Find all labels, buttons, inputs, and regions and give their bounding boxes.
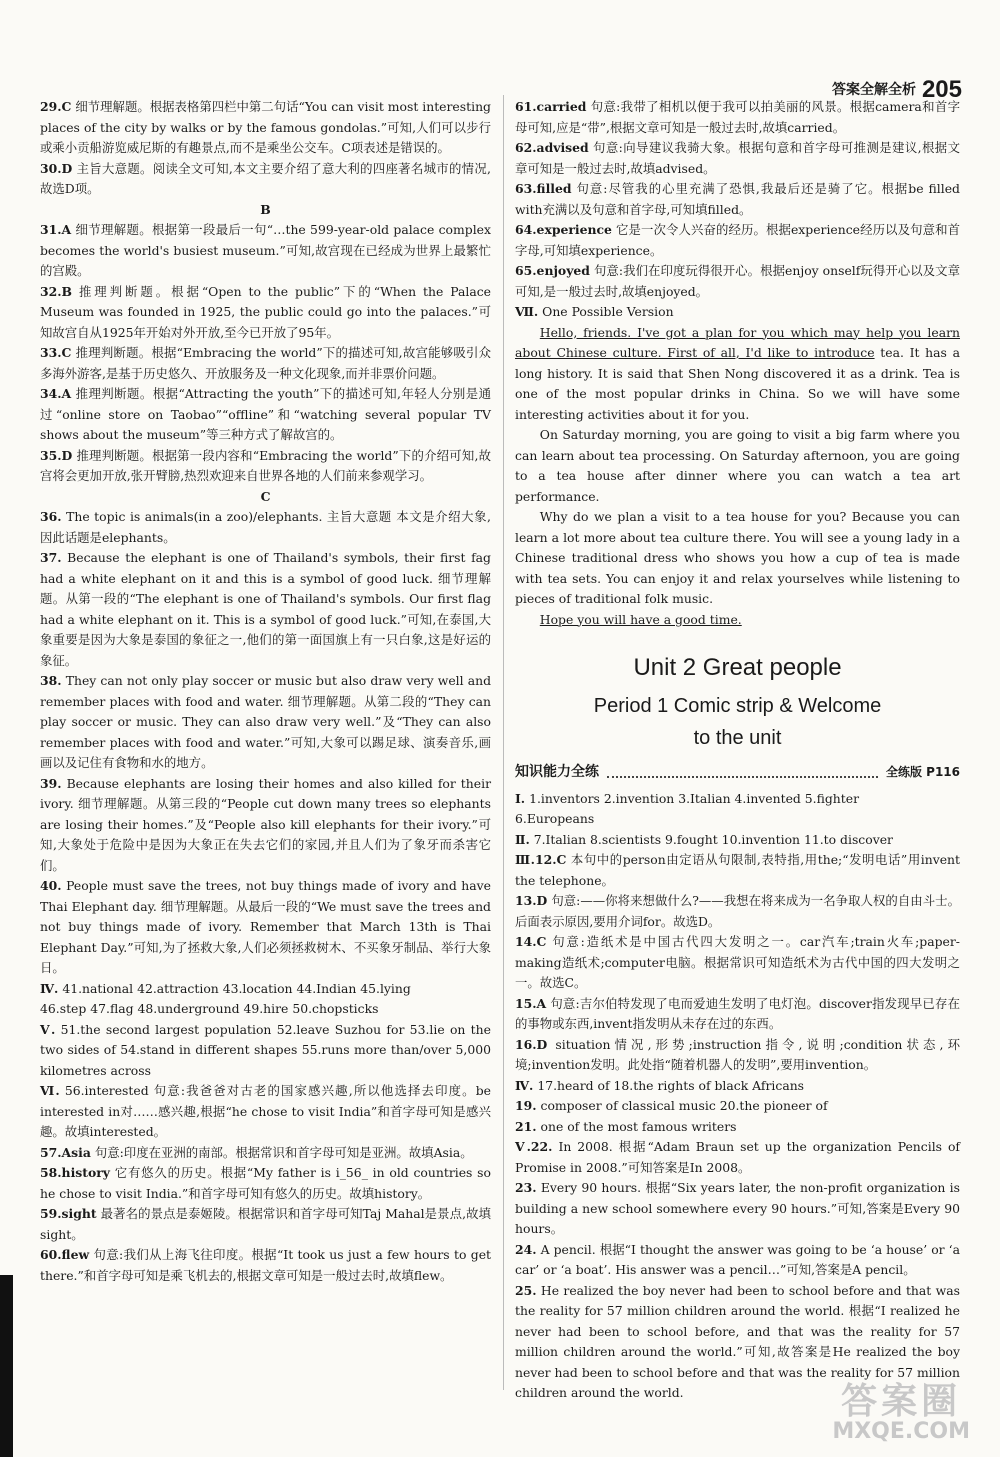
- answer-item: [515, 1178, 960, 1240]
- answer-text: 它是一次令人兴奋的经历。根据experience经历以及句意和首字母,可知填experience。: [515, 222, 960, 258]
- answer-number: 34.A: [40, 386, 72, 401]
- answer-item: [515, 932, 960, 994]
- answer-text: 句意:我带了相机以便于我可以拍美丽的风景。根据camera和首字母可知,应是“带”,根据文章可知是一般过去时,故填carried。: [515, 99, 960, 135]
- answer-item: [515, 179, 960, 220]
- answer-number: 63.filled: [515, 181, 572, 196]
- answer-text: 它有悠久的历史。根据“My father is i_56_ in old countries so he chose to visit India.”和首字母可知有悠久的历史。故填history。: [40, 1165, 491, 1201]
- essay-closing: [515, 610, 960, 631]
- answer-number: 15.A: [515, 995, 547, 1011]
- column-divider: [503, 95, 504, 1390]
- answer-item: [40, 220, 491, 282]
- answer-number: 38.: [40, 673, 62, 688]
- answer-item: [40, 1143, 491, 1164]
- answer-number: 16.D: [515, 1036, 548, 1052]
- answer-number: 60.flew: [40, 1247, 90, 1262]
- answer-item: [40, 979, 491, 1000]
- answer-text: 7.Italian 8.scientists 9.fought 10.invention 11.to discover: [533, 831, 893, 847]
- answer-text: 17.heard of 18.the rights of black Africans: [537, 1077, 805, 1093]
- answer-item: [40, 1163, 491, 1204]
- answer-text: 句意:吉尔伯特发现了电而爱迪生发明了电灯泡。discover指发现早已存在的事物或东西,invent指发明从未存在过的东西。: [515, 995, 960, 1031]
- page-number: 205: [921, 76, 962, 103]
- answer-number: 59.sight: [40, 1206, 97, 1221]
- answer-item: [40, 548, 491, 671]
- answer-line: 46.step 47.flag 48.underground 49.hire 50.chopsticks: [40, 1001, 379, 1016]
- answer-text: 最著名的景点是泰姬陵。根据常识和首字母可知Taj Mahal是景点,故填sight。: [40, 1206, 491, 1242]
- answer-text: Every 90 hours. 根据“Six years later, the non-profit organization is building a new school somewhere every 90 hours.”可知,答案是Every 90 hours。: [515, 1180, 960, 1236]
- answer-item: [515, 1096, 960, 1117]
- answer-item: [40, 1245, 491, 1286]
- answer-number: 57.Asia: [40, 1144, 91, 1160]
- answer-item: [40, 1081, 491, 1143]
- answer-number: 39.: [40, 775, 62, 791]
- section-label: 知识能力全练: [515, 764, 599, 780]
- period-title: Period 1 Comic strip & Welcome: [593, 695, 882, 717]
- answer-text: 推理判断题。根据“Open to the public”下的“When the Palace Museum was founded in 1925, the public could go into the palaces.”可知故宫自从1925年开始对外开放,至今已开放了95年。: [40, 283, 491, 340]
- dotted-leader: [607, 766, 878, 778]
- answer-text: composer of classical music 20.the pioneer of: [540, 1098, 828, 1113]
- section-heading: [515, 762, 960, 783]
- answer-number: 23.: [515, 1180, 537, 1195]
- answer-text: situation情况,形势;instruction指令,说明;condition状态,环境;invention发明。此处指“随着机器人的发明”,要用invention。: [515, 1036, 960, 1072]
- header-title: 答案全解全析: [831, 82, 916, 98]
- essay-underlined: Hello, friends. I've got a plan for you which may help you learn about Chinese culture. First of all, I'd like to introduce: [515, 324, 960, 360]
- period-title: to the unit: [693, 727, 782, 749]
- unit-title: Unit 2 Great people: [633, 654, 842, 681]
- answer-number: 19.: [515, 1098, 537, 1113]
- watermark: [832, 1382, 970, 1443]
- answer-item: [515, 1240, 960, 1281]
- answer-text: 句意:印度在亚洲的南部。根据常识和首字母可知是亚洲。故填Asia。: [94, 1144, 473, 1160]
- answer-number: Ⅳ.: [40, 980, 59, 996]
- answer-text: 56.interested 句意:我爸爸对古老的国家感兴趣,所以他选择去印度。be interested in对……感兴趣,根据“he chose to visit India”和首字母可知是感兴趣。故填interested。: [40, 1083, 491, 1139]
- section-letter: C: [260, 488, 271, 504]
- answer-item: [515, 1117, 960, 1138]
- answer-number: Ⅳ.: [515, 1077, 534, 1093]
- answer-number: 37.: [40, 550, 62, 565]
- answer-item: [515, 138, 960, 179]
- answer-item: [40, 774, 491, 877]
- answer-text: 句意:我们在印度玩得很开心。根据enjoy onself玩得开心以及文章可知,是一般过去时,故填enjoyed。: [515, 263, 960, 299]
- answer-text: one of the most famous writers: [540, 1118, 737, 1134]
- answer-number: Ⅰ.: [515, 790, 526, 806]
- answer-item: [40, 343, 491, 384]
- answer-text: Because the elephant is one of Thailand's symbols, their first fag had a white elephant on it and this is a symbol of good luck. 细节理解题。从第一段的“The elephant is one of Thailand's symbols. Our first flag had a white elephant on it. This is a symbol of good luck.”可知,在泰国,大象重要是因为大象是泰国的象征之一,他们的第一面国旗上有一只白象,这是好运的象征。: [40, 550, 491, 668]
- answer-number: Ⅶ.: [515, 304, 539, 319]
- answer-number: 58.history: [40, 1165, 110, 1180]
- answer-number: 14.C: [515, 934, 547, 949]
- essay-text: tea. It has a long history. It is said that Shen Nong discovered it as a drink. Tea is one of the most popular drinks in China. So we will have some interesting activities about it for you.: [515, 345, 960, 422]
- answer-text: In 2008. 根据“Adam Braun set up the organization Pencils of Promise in 2008.”可知答案是In 2008。: [515, 1139, 961, 1175]
- answer-text: 细节理解题。根据第一段最后一句“…the 599-year-old palace complex becomes the world's busiest museum.”可知,故宫现在已经成为世界上最繁忙的宫殿。: [40, 222, 491, 278]
- right-column: [515, 97, 960, 1404]
- answer-text: 细节理解题。根据表格第四栏中第二句话“You can visit most interesting places of the city by walks or by the famous gondolas.”可知,人们可以步行或乘小贡船游览威尼斯的有趣景点,而不是乘坐公交车。C项表述是错误的。: [40, 99, 491, 155]
- edge-bar: [0, 1275, 13, 1457]
- section-letter: B: [260, 201, 271, 217]
- answer-item: [40, 446, 491, 487]
- answer-text: 句意:——你将来想做什么?——我想在将来成为一名争取人权的自由斗士。后面表示原因,要用介词for。故选D。: [515, 893, 960, 929]
- answer-text: 51.the second largest population 52.leave Suzhou for 53.lie on the two sides of 54.stand in different shapes 55.runs more than/over 5,000 kilometres across: [40, 1021, 491, 1078]
- answer-number: Ⅵ.: [40, 1083, 60, 1098]
- answer-text: Because elephants are losing their homes and also killed for their ivory. 细节理解题。从第三段的“People cut down many trees so elephants are losing their homes.”及“People also kill elephants for their ivory.”可知,大象处于危险中是因为大象正在失去它们的家园,并且人们为了象牙而杀害它们。: [40, 775, 491, 873]
- answer-item: [515, 302, 960, 323]
- answer-number: 29.C: [40, 99, 72, 114]
- answer-text: The topic is animals(in a zoo)/elephants. 主旨大意题 本文是介绍大象,因此话题是elephants。: [40, 509, 491, 545]
- answer-number: 36.: [40, 509, 62, 524]
- answer-item: [515, 850, 960, 891]
- answer-number: 25.: [515, 1282, 537, 1298]
- essay-paragraph: Why do we plan a visit to a tea house for you? Because you can learn a lot more about tea culture there. You will see a young lady in a Chinese traditional dress who shows you how a cup of tea is made with tea sets. You can enjoy it and relax yourselves while listening to pieces of traditional folk music.: [515, 509, 960, 606]
- answer-number: 35.D: [40, 447, 73, 463]
- answer-item: [40, 384, 491, 446]
- essay-underlined: Hope you will have a good time.: [539, 611, 742, 627]
- answer-item: [40, 671, 491, 774]
- section-ref: 全练版 P116: [885, 765, 960, 779]
- answer-item: [40, 97, 491, 159]
- answer-text: 句意:造纸术是中国古代四大发明之一。car汽车;train火车;paper-making造纸术;computer电脑。根据常识可知造纸术为古代中国的四大发明之一。故选C。: [515, 934, 960, 990]
- answer-item: [515, 994, 960, 1035]
- answer-item: [515, 1076, 960, 1097]
- answer-number: 21.: [515, 1118, 537, 1134]
- watermark-en: MXQE.COM: [832, 1418, 970, 1444]
- answer-number: 61.carried: [515, 99, 587, 114]
- answer-number: 65.enjoyed: [515, 263, 590, 278]
- answer-item: [515, 261, 960, 302]
- answer-number: 64.experience: [515, 222, 612, 237]
- answer-text: 推理判断题。根据第一段内容和“Embracing the world”下的介绍可知,故宫将会更加开放,张开臂膀,热烈欢迎来自世界各地的人们前来参观学习。: [40, 447, 491, 483]
- essay-paragraph: On Saturday morning, you are going to visit a big farm where you can learn about tea processing. On Saturday afternoon, you are going to a tea house after dinner where you can watch a tea art performance.: [515, 427, 960, 504]
- answer-item: [515, 1035, 960, 1076]
- answer-text: A pencil. 根据“I thought the answer was going to be ‘a house’ or ‘a car’ or ‘a boat’. His answer was a pencil…”可知,答案是A pencil。: [515, 1241, 960, 1277]
- answer-text: 句意:向导建议我骑大象。根据句意和首字母可推测是建议,根据文章可知是一般过去时,故填advised。: [515, 140, 960, 176]
- answer-text: People must save the trees, not buy things made of ivory and have Thai Elephant day. 细节理解题。从最后一段的“We must save the trees and not buy things made of ivory. Remember that March 13th is Thai Elephant Day.”可知,为了拯救大象,人们必须拯救树木、不买象牙制品、举行大象日。: [40, 878, 491, 975]
- answer-number: 33.C: [40, 345, 72, 360]
- answer-number: 13.D: [515, 893, 548, 908]
- answer-number: Ⅱ.: [515, 831, 530, 847]
- answer-item: [40, 507, 491, 548]
- answer-item: [40, 282, 491, 344]
- answer-number: 30.D: [40, 160, 73, 176]
- answer-number: Ⅴ.22.: [515, 1139, 553, 1154]
- answer-item: [515, 789, 960, 810]
- answer-line: 6.Europeans: [515, 811, 595, 826]
- answer-item: [40, 1020, 491, 1082]
- answer-number: 31.A: [40, 222, 72, 237]
- answer-text: 句意:尽管我的心里充满了恐惧,我最后还是骑了它。根据be filled with充满以及句意和首字母,可知填filled。: [515, 181, 960, 217]
- answer-item: [515, 830, 960, 851]
- answer-text: 41.national 42.attraction 43.location 44.Indian 45.lying: [62, 980, 411, 996]
- answer-item: [515, 1137, 960, 1178]
- answer-text: 句意:我们从上海飞往印度。根据“It took us just a few hours to get there.”和首字母可知是乘飞机去的,根据文章可知是一般过去时,故填flew。: [40, 1247, 492, 1283]
- answer-number: 24.: [515, 1241, 537, 1257]
- answer-number: Ⅴ.: [40, 1021, 56, 1037]
- answer-text: 推理判断题。根据“Attracting the youth”下的描述可知,年轻人分别是通过“online store on Taobao”“offline”和“watching several popular TV shows about the museum”等三种方式了解故宫的。: [40, 386, 491, 442]
- answer-text: He realized the boy never had been to school before and that was the reality for 57 million children around the world. 根据“I realized he never had been to school before, and that was the reality for 57 million children around the world.”可知,故答案是He realized the boy never had been to school before and that was the reality for 57 million children around the world.: [515, 1282, 960, 1400]
- answer-item: [515, 97, 960, 138]
- answer-number: Ⅲ.12.C: [515, 852, 567, 867]
- essay-paragraph: [515, 323, 960, 426]
- answer-text: 1.inventors 2.invention 3.Italian 4.invented 5.fighter: [529, 790, 860, 806]
- answer-item: [515, 220, 960, 261]
- answer-text: They can not only play soccer or music but also draw very well and remember places with food and water. 细节理解题。从第二段的“They can play soccer or music. They can also draw very well.”及“They can also remember places with food and water.”可知,大象可以踢足球、演奏音乐,画画以及记住有食物和水的地方。: [40, 673, 491, 770]
- answer-text: 推理判断题。根据“Embracing the world”下的描述可知,故宫能够吸引众多海外游客,是基于历史悠久、开放服务及一种文化现象,而并非票价问题。: [40, 345, 491, 381]
- left-column: [40, 97, 491, 1286]
- answer-number: 62.advised: [515, 140, 589, 155]
- answer-text: 本句中的person由定语从句限制,表特指,用the;“发明电话”用invent the telephone。: [515, 852, 961, 888]
- answer-item: [40, 159, 491, 200]
- answer-number: 40.: [40, 878, 62, 893]
- watermark-cn: 答案圈: [841, 1380, 962, 1422]
- answer-item: [40, 876, 491, 979]
- answer-number: 32.B: [40, 283, 73, 299]
- answer-text: One Possible Version: [542, 304, 674, 319]
- answer-item: [515, 891, 960, 932]
- answer-item: [40, 1204, 491, 1245]
- answer-text: 主旨大意题。阅读全文可知,本文主要介绍了意大利的四座著名城市的情况,故选D项。: [40, 160, 491, 196]
